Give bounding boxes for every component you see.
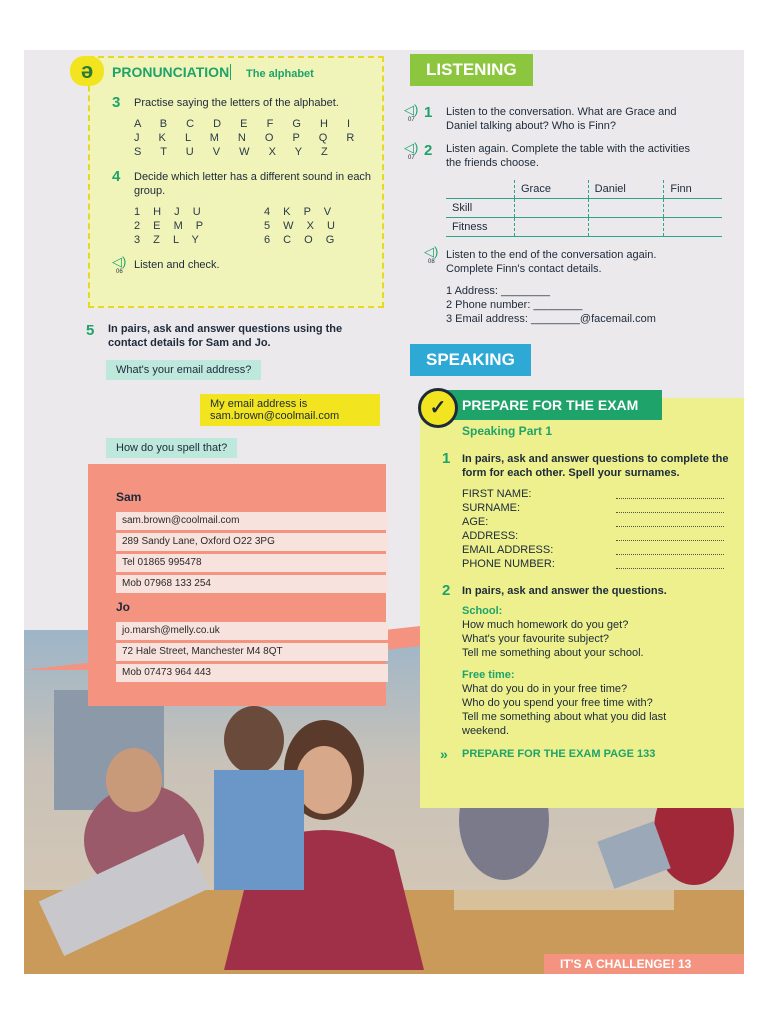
letter-group: 6 C O G xyxy=(264,234,340,246)
form-field-label: EMAIL ADDRESS: xyxy=(462,544,554,556)
audio-track-code: 06 xyxy=(116,269,123,275)
form-field-blank[interactable] xyxy=(616,501,724,513)
listening-q2-text: Listen again. Complete the table with the activities the friends choose. xyxy=(446,143,690,169)
contact-line: Mob 07968 133 254 xyxy=(116,575,388,593)
speech-bubble: What's your email address? xyxy=(106,360,261,380)
table-row xyxy=(446,218,722,237)
form-field-label: SURNAME: xyxy=(462,502,521,514)
contact-name: Sam xyxy=(116,490,142,504)
table-row-label: Skill xyxy=(446,199,515,218)
letter-group: 4 K P V xyxy=(264,206,337,218)
audio-icon[interactable]: ◁) xyxy=(112,254,127,269)
question-item: What do you do in your free time? xyxy=(462,683,628,695)
exercise-5-text: In pairs, ask and answer questions using the contact details for Sam and Jo. xyxy=(108,323,343,349)
listening-tab: LISTENING xyxy=(410,54,533,86)
free-time-heading: Free time: xyxy=(462,669,515,681)
table-row-label: Fitness xyxy=(446,218,515,237)
form-field-label: ADDRESS: xyxy=(462,530,519,542)
school-heading: School: xyxy=(462,605,503,617)
listening-q1-text: Listen to the conversation. What are Grace and Daniel talking about? Who is Finn? xyxy=(446,106,677,132)
exercise-4-text: Decide which letter has a different sound in each group. xyxy=(134,171,372,197)
exercise-number: 4 xyxy=(112,168,121,185)
table-header: Grace xyxy=(515,180,589,199)
speech-bubble: My email address is sam.brown@coolmail.com xyxy=(200,394,380,426)
exercise-number: 1 xyxy=(424,104,433,121)
table-header-row xyxy=(446,180,722,199)
exercise-number: 5 xyxy=(86,322,95,339)
form-field-label: PHONE NUMBER: xyxy=(462,558,555,570)
form-field-label: FIRST NAME: xyxy=(462,488,532,500)
question-item: How much homework do you get? xyxy=(462,619,629,631)
table-header: Daniel xyxy=(588,180,664,199)
alphabet-row-3: S T U V W X Y Z xyxy=(134,146,336,158)
letter-group: 3 Z L Y xyxy=(134,234,204,246)
contact-detail-item: 1 Address: ________ xyxy=(446,285,550,297)
form-field-blank[interactable] xyxy=(616,557,724,569)
question-item: What's your favourite subject? xyxy=(462,633,610,645)
pronunciation-subtitle: The alphabet xyxy=(246,68,314,80)
alphabet-row-1: A B C D E F G H I xyxy=(134,118,359,130)
audio-track-code: 07 xyxy=(408,155,415,161)
question-item: Tell me something about your school. xyxy=(462,647,644,659)
audio-track-code: 07 xyxy=(408,117,415,123)
textbook-page xyxy=(24,50,744,974)
form-field-blank[interactable] xyxy=(616,515,724,527)
speaking-part-title: Speaking Part 1 xyxy=(462,424,553,438)
letter-group: 5 W X U xyxy=(264,220,340,232)
contact-line: Mob 07473 964 443 xyxy=(116,664,388,682)
page-footer: IT'S A CHALLENGE! 13 xyxy=(544,954,744,974)
contact-line: sam.brown@coolmail.com xyxy=(116,512,388,530)
activities-table xyxy=(446,180,722,237)
letter-group: 1 H J U xyxy=(134,206,206,218)
audio-icon[interactable]: ◁) xyxy=(404,140,419,155)
pronunciation-title: PRONUNCIATION xyxy=(112,64,230,80)
audio-icon[interactable]: ◁) xyxy=(424,244,439,259)
letter-group: 2 E M P xyxy=(134,220,209,232)
contact-detail-item: 3 Email address: ________@facemail.com xyxy=(446,313,656,325)
audio-icon[interactable]: ◁) xyxy=(404,102,419,117)
checkmark-icon: ✓ xyxy=(418,388,458,428)
table-row xyxy=(446,199,722,218)
exercise-3-text: Practise saying the letters of the alphabet. xyxy=(134,97,339,109)
table-header: Finn xyxy=(664,180,722,199)
alphabet-row-2: J K L M N O P Q R xyxy=(134,132,363,144)
exercise-number: 2 xyxy=(424,142,433,159)
exam-title: PREPARE FOR THE EXAM xyxy=(442,390,662,420)
form-field-blank[interactable] xyxy=(616,543,724,555)
form-field-blank[interactable] xyxy=(616,487,724,499)
form-field-blank[interactable] xyxy=(616,529,724,541)
contact-detail-item: 2 Phone number: ________ xyxy=(446,299,583,311)
question-item: Who do you spend your free time with? xyxy=(462,697,653,709)
exercise-number: 1 xyxy=(442,450,451,467)
divider xyxy=(230,64,231,80)
listening-q3-text: Listen to the end of the conversation again. Complete Finn's contact details. xyxy=(446,249,657,275)
exercise-number: 3 xyxy=(112,94,121,111)
contact-line: Tel 01865 995478 xyxy=(116,554,388,572)
double-chevron-icon: » xyxy=(440,746,448,762)
speaking-tab: SPEAKING xyxy=(410,344,531,376)
audio-track-code: 08 xyxy=(428,259,435,265)
contact-line: 72 Hale Street, Manchester M4 8QT xyxy=(116,643,388,661)
form-field-label: AGE: xyxy=(462,516,489,528)
speech-bubble: How do you spell that? xyxy=(106,438,237,458)
contact-line: 289 Sandy Lane, Oxford O22 3PG xyxy=(116,533,388,551)
question-item: Tell me something about what you did last weekend. xyxy=(462,711,667,737)
listen-check-text: Listen and check. xyxy=(134,259,220,271)
speaking-q2-text: In pairs, ask and answer the questions. xyxy=(462,585,667,597)
schwa-icon: ə xyxy=(70,56,104,86)
exercise-number: 2 xyxy=(442,582,451,599)
exam-page-link[interactable]: PREPARE FOR THE EXAM PAGE 133 xyxy=(462,748,656,760)
contact-name: Jo xyxy=(116,600,131,614)
speaking-q1-text: In pairs, ask and answer questions to complete the form for each other. Spell your surnames. xyxy=(462,453,729,479)
contact-line: jo.marsh@melly.co.uk xyxy=(116,622,388,640)
